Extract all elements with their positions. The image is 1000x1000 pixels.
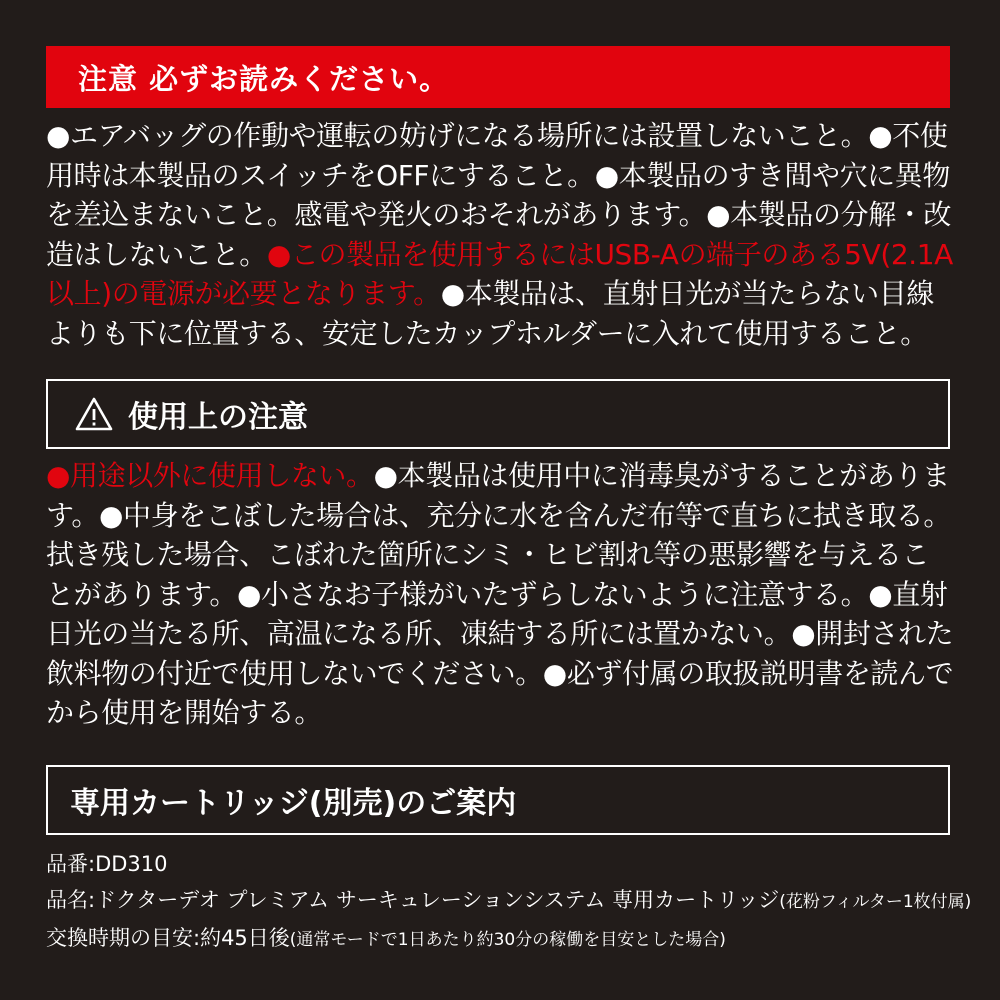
usage-heading: 使用上の注意 bbox=[128, 400, 308, 435]
replacement-line bbox=[46, 920, 966, 958]
notice-banner bbox=[46, 46, 950, 108]
usage-paragraph bbox=[46, 456, 956, 733]
caution-text-1: ●エアバッグの作動や運転の妨げになる場所には設置しないこと。●不使用時は本製品のスイッチをOFFにすること。●本製品のすき間や穴に異物を差込まないこと。感電や発火のおそれがあります。●本製品の分解・改造はしないこと。 bbox=[46, 119, 951, 271]
cartridge-specs bbox=[46, 846, 972, 958]
product-name: 品名:ドクターデオ プレミアム サーキュレーションシステム 専用カートリッジ bbox=[46, 888, 780, 912]
cartridge-heading-box bbox=[46, 765, 950, 835]
product-name-line bbox=[46, 882, 972, 920]
caution-text-power-requirement: ●この製品を使用するにはUSB-Aの端子のある5V(2.1A以上)の電源が必要となります。 bbox=[46, 237, 953, 310]
product-number: 品番:DD310 bbox=[46, 852, 168, 876]
notice-banner-title: 注意 必ずお読みください。 bbox=[78, 61, 450, 96]
warning-triangle-icon bbox=[74, 396, 114, 432]
caution-text-3: ●本製品は、直射日光が当たらない目線よりも下に位置する、安定したカップホルダーに入れて使用すること。 bbox=[46, 277, 934, 350]
product-name-note: (花粉フィルター1枚付属) bbox=[779, 892, 972, 912]
replacement-interval: 交換時期の目安:約45日後 bbox=[46, 926, 290, 950]
cartridge-heading: 専用カートリッジ(別売)のご案内 bbox=[70, 786, 517, 821]
replacement-note: (通常モードで1日あたり約30分の稼働を目安とした場合) bbox=[289, 930, 726, 950]
usage-text-2: ●本製品は使用中に消毒臭がすることがあります。●中身をこぼした場合は、充分に水を含んだ布等で直ちに拭き取る。拭き残した場合、こぼれた箇所にシミ・ヒビ割れ等の悪影響を与えることがあります。●小さなお子様がいたずらしないように注意する。●直射日光の当たる所、高温になる所、凍結する所には置かない。●開封された飲料物の付近で使用しないでください。●必ず付属の取扱説明書を読んでから使用を開始する。 bbox=[46, 459, 954, 729]
caution-paragraph bbox=[46, 116, 956, 353]
usage-text-purpose: ●用途以外に使用しない。 bbox=[46, 459, 374, 492]
usage-heading-box bbox=[46, 379, 950, 449]
